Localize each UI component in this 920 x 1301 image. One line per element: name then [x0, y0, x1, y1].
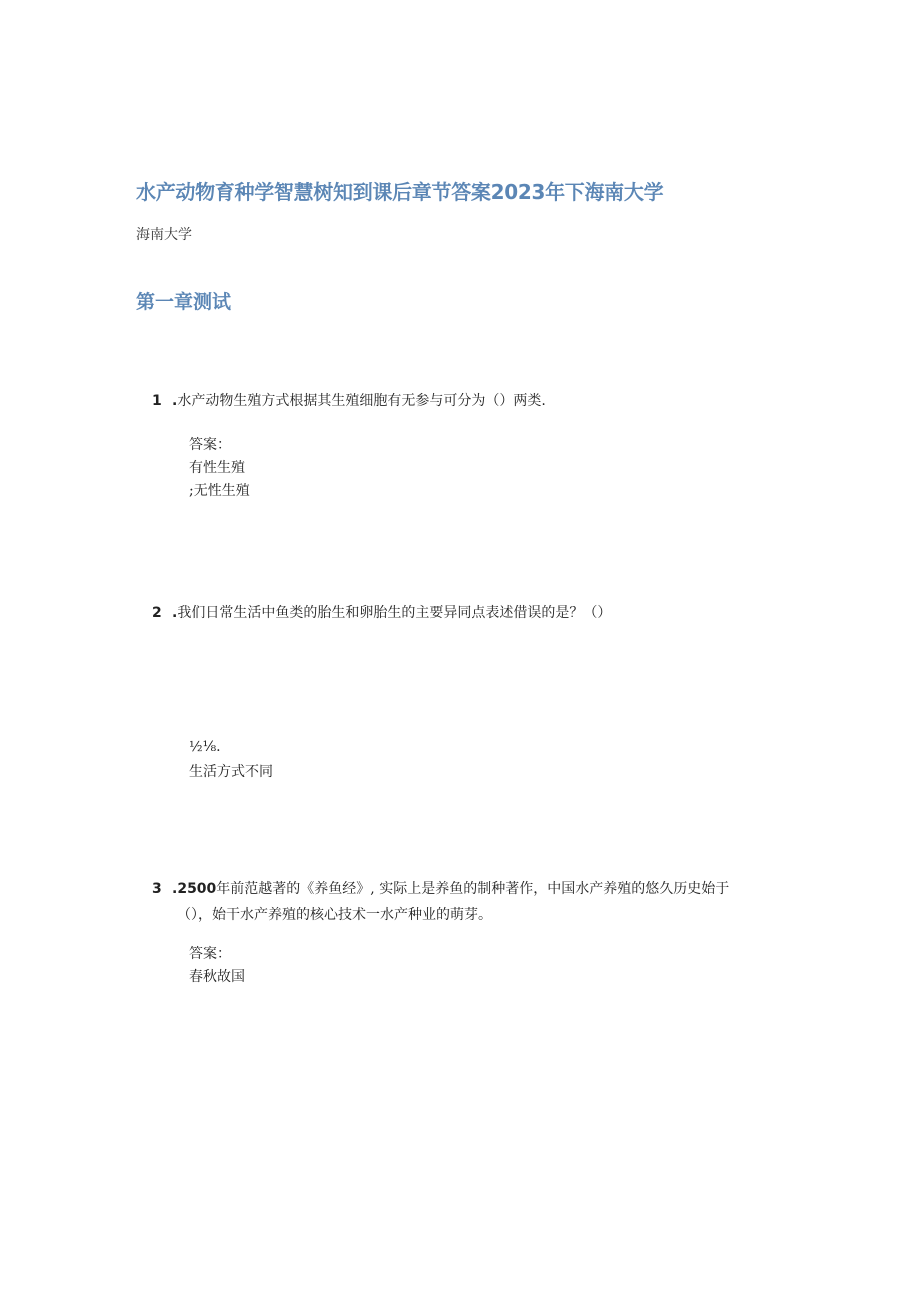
- answer-option: 春秋故国: [189, 969, 245, 985]
- answer-block-1: [189, 434, 250, 503]
- question-text: 年前范越著的《养鱼经》, 实际上是养鱼的制种著作，中国水产养殖的悠久历史始于: [216, 881, 730, 897]
- answer-label: 答案：: [189, 946, 231, 962]
- question-2: [152, 600, 792, 626]
- question-text-continued: （），始干水产养殖的核心技术一水产种业的萌芽。: [177, 907, 492, 923]
- document-subtitle: 海南大学: [136, 227, 192, 243]
- question-number: 3: [152, 881, 162, 897]
- answer-block-3: [189, 943, 245, 989]
- question-dot: .: [172, 605, 178, 621]
- answer-option: ;无性生殖: [189, 483, 250, 499]
- chapter-heading: 第一章测试: [136, 291, 232, 313]
- question-number: 1: [152, 393, 162, 409]
- answer-block-2: [189, 736, 273, 784]
- question-number: 2: [152, 605, 162, 621]
- document-title: 水产动物育种学智慧树知到课后章节答案2023年下海南大学: [136, 180, 664, 204]
- answer-label: 答案：: [189, 437, 231, 453]
- question-3: [152, 876, 792, 928]
- question-1: [152, 388, 792, 414]
- question-dot: .: [172, 393, 178, 409]
- answer-option: 生活方式不同: [189, 764, 273, 780]
- question-text: 水产动物生殖方式根据其生殖细胞有无参与可分为（）两类.: [177, 393, 546, 409]
- question-text: 我们日常生活中鱼类的胎生和卵胎生的主要异同点表述借误的是？（）: [177, 605, 612, 621]
- question-lead-number: 2500: [177, 881, 217, 897]
- answer-option: 有性生殖: [189, 460, 245, 476]
- question-dot: .: [172, 881, 178, 897]
- answer-label: ½⅛.: [189, 739, 221, 755]
